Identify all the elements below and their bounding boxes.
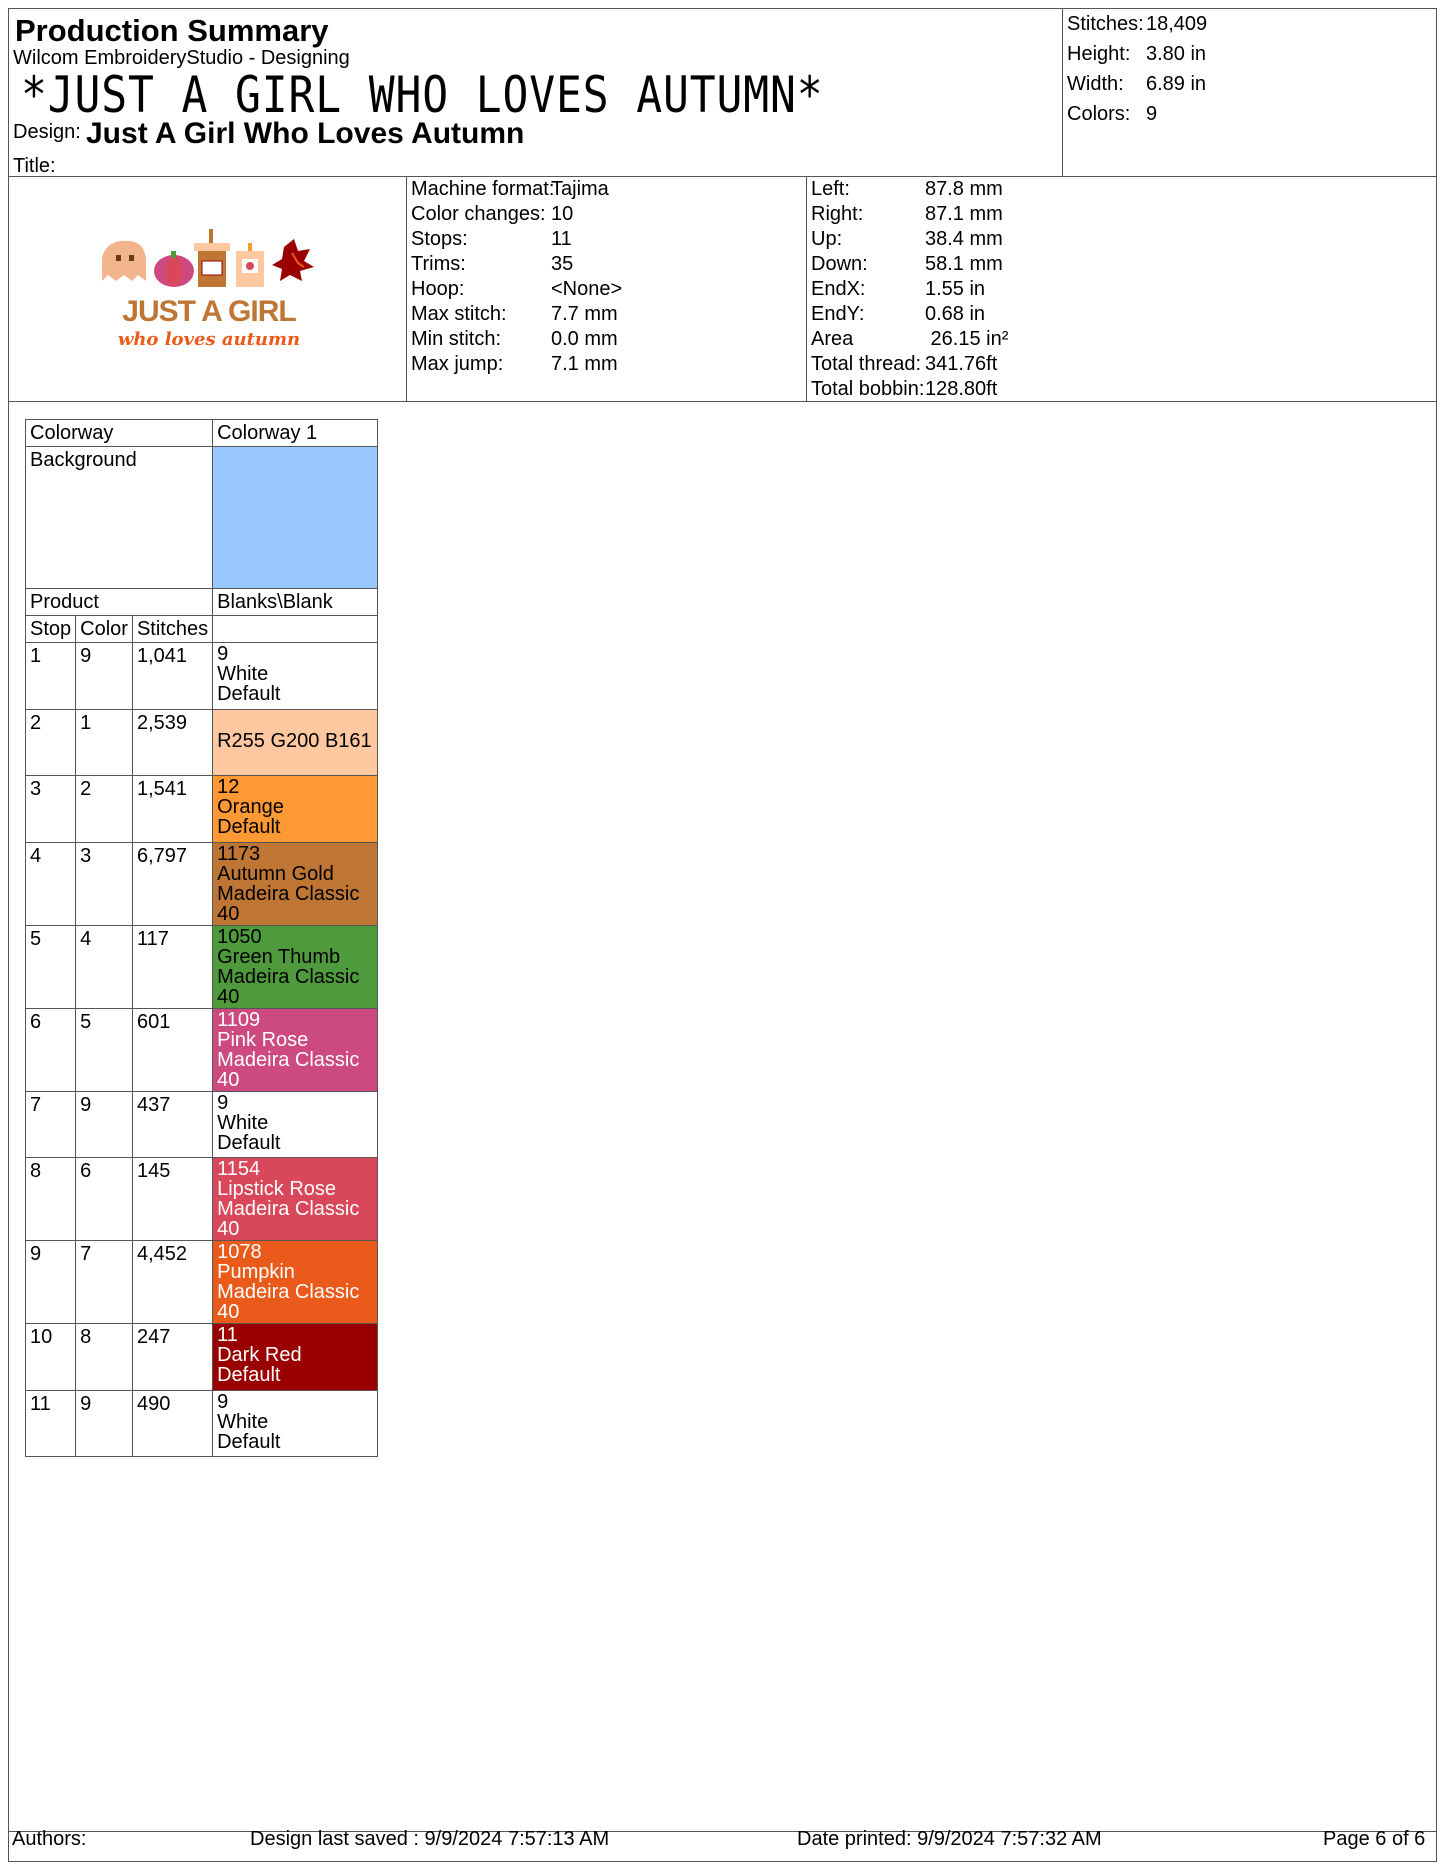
footer-page: Page 6 of 6 <box>1323 1828 1426 1850</box>
summary-label: Stitches: <box>1067 13 1144 35</box>
thread-row <box>26 1390 378 1457</box>
extent-value: 87.1 mm <box>925 203 1003 225</box>
thread-chart: Default <box>217 1430 281 1453</box>
product-label: Product <box>26 589 213 616</box>
summary-row <box>1067 39 1207 69</box>
machine-row <box>411 302 622 327</box>
thread-code: 1050 <box>217 925 262 948</box>
machine-row <box>411 327 622 352</box>
thread-chart: Default <box>217 1364 281 1386</box>
thread-code: 1154 <box>217 1158 261 1180</box>
thread-name: White <box>217 663 269 685</box>
thread-chart: Madeira Classic 40 <box>217 965 360 1008</box>
thread-stitches: 490 <box>132 1390 212 1457</box>
extent-row <box>811 352 1008 377</box>
summary-list <box>1067 9 1207 129</box>
thread-stop: 9 <box>26 1241 76 1324</box>
page-title: Production Summary <box>15 13 329 48</box>
thread-name: Orange <box>217 796 284 818</box>
summary-row <box>1067 9 1207 39</box>
colorway-label: Colorway <box>26 420 213 447</box>
header-color: Color <box>76 616 133 643</box>
thread-stitches: 4,452 <box>132 1241 212 1324</box>
background-row <box>26 447 378 589</box>
summary-row <box>1067 99 1207 129</box>
preview-art-text-2: who loves autumn <box>117 329 301 350</box>
design-label: Design: <box>13 121 81 143</box>
thread-name: Autumn Gold <box>217 862 334 885</box>
extent-row <box>811 252 1008 277</box>
title-label: Title: <box>13 155 56 177</box>
machine-value: 10 <box>551 203 574 225</box>
thread-row <box>26 643 378 710</box>
thread-chart: Madeira Classic 40 <box>217 882 360 925</box>
thread-name: White <box>217 1410 269 1433</box>
thread-swatch <box>213 1158 378 1241</box>
header-thread <box>213 616 378 643</box>
thread-chart: Madeira Classic 40 <box>217 1048 360 1091</box>
thread-color: 6 <box>76 1158 133 1241</box>
thread-stitches: 247 <box>132 1324 212 1391</box>
machine-label: Trims: <box>411 253 466 275</box>
machine-row <box>411 227 622 252</box>
thread-chart: Default <box>217 816 281 838</box>
thread-code: 11 <box>217 1324 238 1346</box>
thread-stop: 5 <box>26 925 76 1008</box>
thread-row <box>26 1241 378 1324</box>
thread-stop: 6 <box>26 1008 76 1091</box>
thread-color: 8 <box>76 1324 133 1391</box>
summary-value: 9 <box>1146 103 1158 125</box>
thread-row <box>26 925 378 1008</box>
design-banner-text: *JUST A GIRL WHO LOVES AUTUMN* <box>21 66 824 124</box>
colorway-table <box>25 419 378 1457</box>
thread-chart: Madeira Classic 40 <box>217 1198 360 1240</box>
thread-color: 7 <box>76 1241 133 1324</box>
background-label: Background <box>26 447 213 589</box>
extent-label: Total thread: <box>811 353 922 375</box>
thread-swatch <box>213 1390 378 1457</box>
product-value: Blanks\Blank <box>213 589 378 616</box>
thread-stitches: 117 <box>132 925 212 1008</box>
extent-value: 341.76ft <box>925 353 998 375</box>
header-divider <box>9 176 1436 177</box>
machine-value: 7.7 mm <box>551 303 618 325</box>
thread-color: 1 <box>76 709 133 776</box>
thread-swatch <box>213 1324 378 1391</box>
machine-value: 7.1 mm <box>551 353 618 375</box>
thread-name: Pink Rose <box>217 1028 309 1051</box>
summary-label: Height: <box>1067 43 1131 65</box>
extent-label: Right: <box>811 203 864 225</box>
background-swatch <box>213 447 378 589</box>
summary-label: Colors: <box>1067 103 1131 125</box>
thread-name: Dark Red <box>217 1344 302 1366</box>
extent-label: Area <box>811 328 854 350</box>
summary-divider <box>1062 9 1063 176</box>
thread-stitches: 1,541 <box>132 776 212 843</box>
machine-row <box>411 352 622 377</box>
machine-row <box>411 277 622 302</box>
thread-stop: 11 <box>26 1390 76 1457</box>
thread-stop: 2 <box>26 709 76 776</box>
machine-label: Stops: <box>411 228 468 250</box>
extent-label: Up: <box>811 228 843 250</box>
extent-row <box>811 202 1008 227</box>
machine-label: Min stitch: <box>411 328 502 350</box>
machine-label: Max stitch: <box>411 303 507 325</box>
preview-art-text-1: JUST A GIRL <box>122 295 296 328</box>
thread-name: R255 G200 B161 <box>217 729 372 752</box>
summary-value: 3.80 in <box>1146 43 1207 65</box>
machine-value: 35 <box>551 253 574 275</box>
extent-value: 26.15 in² <box>925 328 1009 350</box>
product-row <box>26 589 378 616</box>
thread-row <box>26 1008 378 1091</box>
thread-code: 9 <box>217 643 229 665</box>
thread-code: 9 <box>217 1091 229 1114</box>
thread-stop: 4 <box>26 842 76 925</box>
thread-swatch <box>213 925 378 1008</box>
thread-code: 9 <box>217 1390 229 1413</box>
thread-stitches: 601 <box>132 1008 212 1091</box>
machine-value: 11 <box>551 228 572 250</box>
extent-value: 1.55 in <box>925 278 986 300</box>
extent-label: Total bobbin: <box>811 378 925 400</box>
extent-value: 128.80ft <box>925 378 998 400</box>
thread-stop: 1 <box>26 643 76 710</box>
machine-label: Machine format: <box>411 178 555 200</box>
thread-name: White <box>217 1111 269 1134</box>
footer-authors: Authors: <box>12 1828 87 1850</box>
thread-code <box>217 711 373 731</box>
summary-value: 6.89 in <box>1146 73 1207 95</box>
extents-list <box>811 177 1008 402</box>
machine-divider <box>406 176 407 401</box>
thread-color: 4 <box>76 925 133 1008</box>
machine-row <box>411 177 622 202</box>
summary-label: Width: <box>1067 73 1124 95</box>
software-name: Wilcom EmbroideryStudio - Designing <box>13 47 350 69</box>
summary-row <box>1067 69 1207 99</box>
summary-value: 18,409 <box>1146 13 1208 35</box>
extent-label: EndX: <box>811 278 866 300</box>
thread-row <box>26 1091 378 1158</box>
thread-color: 3 <box>76 842 133 925</box>
thread-swatch <box>213 1091 378 1158</box>
extent-label: EndY: <box>811 303 865 325</box>
thread-color: 2 <box>76 776 133 843</box>
colorway-row <box>26 420 378 447</box>
footer-printed: Date printed: 9/9/2024 7:57:32 AM <box>797 1828 1102 1850</box>
thread-swatch <box>213 709 378 776</box>
footer-last-saved: Design last saved : 9/9/2024 7:57:13 AM <box>250 1828 610 1850</box>
thread-stop: 7 <box>26 1091 76 1158</box>
thread-color: 9 <box>76 1091 133 1158</box>
extent-label: Left: <box>811 178 850 200</box>
thread-code: 1078 <box>217 1241 262 1263</box>
thread-stitches: 1,041 <box>132 643 212 710</box>
thread-color: 5 <box>76 1008 133 1091</box>
thread-chart <box>217 751 373 771</box>
design-preview-art <box>94 219 324 354</box>
thread-row <box>26 709 378 776</box>
thread-stop: 10 <box>26 1324 76 1391</box>
extent-row <box>811 277 1008 302</box>
extent-row <box>811 327 1008 352</box>
machine-label: Color changes: <box>411 203 546 225</box>
thread-swatch <box>213 842 378 925</box>
extent-value: 0.68 in <box>925 303 986 325</box>
thread-stop: 3 <box>26 776 76 843</box>
extent-row <box>811 177 1008 202</box>
colorway-value: Colorway 1 <box>213 420 378 447</box>
thread-name: Pumpkin <box>217 1261 295 1283</box>
thread-stitches: 437 <box>132 1091 212 1158</box>
thread-row <box>26 776 378 843</box>
extent-value: 58.1 mm <box>925 253 1003 275</box>
header-stitches: Stitches <box>132 616 212 643</box>
info-divider <box>9 401 1436 402</box>
extents-divider <box>806 176 807 401</box>
extent-label: Down: <box>811 253 868 275</box>
thread-row <box>26 1324 378 1391</box>
machine-row <box>411 252 622 277</box>
design-preview <box>94 219 324 354</box>
machine-label: Max jump: <box>411 353 504 375</box>
thread-name: Green Thumb <box>217 945 341 968</box>
extent-value: 87.8 mm <box>925 178 1003 200</box>
thread-swatch <box>213 776 378 843</box>
machine-row <box>411 202 622 227</box>
extent-row <box>811 302 1008 327</box>
thread-chart: Default <box>217 1131 281 1154</box>
thread-swatch <box>213 643 378 710</box>
extent-row <box>811 227 1008 252</box>
thread-row <box>26 1158 378 1241</box>
machine-label: Hoop: <box>411 278 465 300</box>
thread-swatch <box>213 1241 378 1324</box>
thread-swatch <box>213 1008 378 1091</box>
thread-chart: Default <box>217 683 281 705</box>
thread-stop: 8 <box>26 1158 76 1241</box>
thread-stitches: 6,797 <box>132 842 212 925</box>
machine-value: Tajima <box>551 178 609 200</box>
thread-color: 9 <box>76 643 133 710</box>
thread-code: 1173 <box>217 842 261 865</box>
thread-stitches: 145 <box>132 1158 212 1241</box>
extent-row <box>811 377 1008 402</box>
thread-code: 1109 <box>217 1008 261 1031</box>
thread-stitches: 2,539 <box>132 709 212 776</box>
thread-name: Lipstick Rose <box>217 1178 337 1200</box>
machine-value: <None> <box>551 278 623 300</box>
thread-row <box>26 842 378 925</box>
footer-divider <box>9 1831 1436 1832</box>
machine-list <box>411 177 622 377</box>
machine-value: 0.0 mm <box>551 328 618 350</box>
thread-chart: Madeira Classic 40 <box>217 1281 360 1323</box>
extent-value: 38.4 mm <box>925 228 1003 250</box>
thread-code: 12 <box>217 776 240 798</box>
header-row <box>26 616 378 643</box>
thread-color: 9 <box>76 1390 133 1457</box>
design-name: Just A Girl Who Loves Autumn <box>86 117 525 150</box>
header-stop: Stop <box>26 616 76 643</box>
